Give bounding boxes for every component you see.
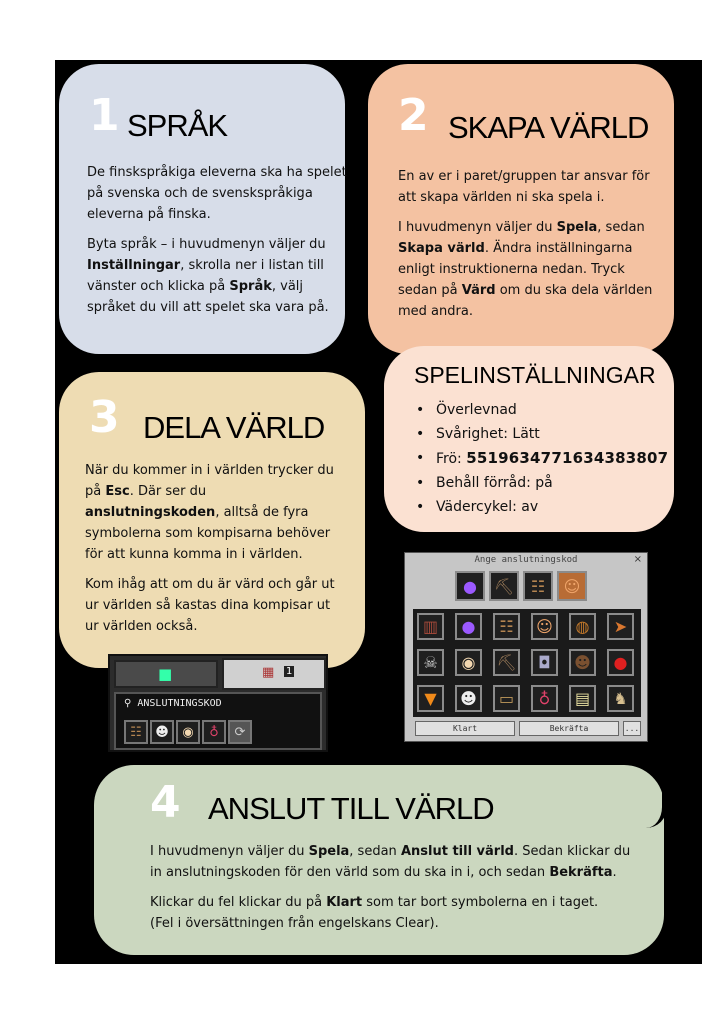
join-paragraph-3: (Fel i översättningen från engelskans Clear). <box>150 916 439 931</box>
join-paragraph-2: Klickar du fel klickar du på Klart som tar bort symbolerna en i taget. <box>150 895 599 910</box>
setting-weather-cycle: • Vädercykel: av <box>414 495 668 519</box>
step-number-4: 4 <box>150 777 181 828</box>
create-paragraph-2: I huvudmenyn väljer du Spela, sedan Skapa värld. Ändra inställningarna enligt instruktionerna nedan. Tryck sedan på Värd om du ska dela världen med andra. <box>398 220 653 319</box>
create-paragraph-1: En av er i paret/gruppen tar ansvar för att skapa världen ni ska spela i. <box>398 169 650 205</box>
selected-balloon-icon: ● <box>455 571 485 601</box>
selected-pickaxe-icon: ⛏ <box>489 571 519 601</box>
map-icon[interactable]: ▤ <box>569 685 596 712</box>
selected-alex-head-icon: ☺ <box>557 571 587 601</box>
carrot-icon[interactable]: ▼ <box>417 685 444 712</box>
refresh-code-icon[interactable]: ⟳ <box>228 720 252 744</box>
bucket-icon[interactable]: ◘ <box>531 649 558 676</box>
world-tab <box>114 660 218 688</box>
share-paragraph-1: När du kommer in i världen trycker du på Esc. Där ser du anslutningskoden, alltså de fyra symbolerna som kompisarna behöver för att kunna komma in i världen. <box>85 463 334 562</box>
player-heads-icon: ▦ <box>262 665 275 680</box>
more-button[interactable]: ... <box>623 721 641 736</box>
join-code-box <box>114 692 322 750</box>
potion-icon[interactable]: ♁ <box>531 685 558 712</box>
title-create-world: SKAPA VÄRLD <box>448 110 649 145</box>
code-ladder-icon: ☷ <box>124 720 148 744</box>
setting-difficulty: • Svårighet: Lätt <box>414 422 668 446</box>
step-number-1: 1 <box>89 90 120 141</box>
globe-icon: ■ <box>158 665 173 683</box>
steve-head-icon[interactable]: ☻ <box>569 649 596 676</box>
fish-icon[interactable]: ➤ <box>607 613 634 640</box>
rabbit-icon[interactable]: ♞ <box>607 685 634 712</box>
card-game-settings <box>384 346 674 532</box>
title-join-world: ANSLUT TILL VÄRLD <box>208 791 494 826</box>
setting-keep-inventory: • Behåll förråd: på <box>414 471 668 495</box>
language-paragraph-2: Byta språk – i huvudmenyn väljer du Inställningar, skrolla ner i listan till vänster och klicka på Språk, välj språket du vill att spelet ska vara på. <box>87 237 329 315</box>
card-join-world <box>94 765 664 955</box>
settings-list <box>414 398 668 519</box>
card-share-world <box>59 372 365 668</box>
code-cake-icon: ◉ <box>176 720 200 744</box>
confirm-button[interactable]: Bekräfta <box>519 721 619 736</box>
close-icon[interactable]: × <box>633 554 642 565</box>
title-language: SPRÅK <box>127 108 228 143</box>
pickaxe-icon[interactable]: ⛏ <box>493 649 520 676</box>
enter-code-dialog <box>404 552 648 742</box>
code-panda-icon: ☻ <box>150 720 174 744</box>
join-code-label: ⚲ ANSLUTNINGSKOD <box>124 698 222 709</box>
balloon-icon[interactable]: ● <box>455 613 482 640</box>
share-paragraph-2: Kom ihåg att om du är värd och går ut ur världen så kastas dina kompisar ut ur världen också. <box>85 577 335 634</box>
dialog-title: Ange anslutningskod <box>474 555 578 565</box>
cookie-icon[interactable]: ◍ <box>569 613 596 640</box>
selected-ladder-icon: ☷ <box>523 571 553 601</box>
join-paragraph-1: I huvudmenyn väljer du Spela, sedan Anslut till värld. Sedan klickar du in anslutningskoden för den värld som du ska in i, och sedan Bekräfta. <box>150 844 631 880</box>
card-language <box>59 64 345 354</box>
code-potion-icon: ♁ <box>202 720 226 744</box>
setting-mode: • Överlevnad <box>414 398 668 422</box>
setting-seed: • Frö: 5519634771634383807 <box>414 446 668 471</box>
player-count-badge: 1 <box>286 666 293 677</box>
language-paragraph-1: De finskspråkiga eleverna ska ha spelet på svenska och de svenskspråkiga eleverna på finska. <box>87 165 347 222</box>
skull-icon[interactable]: ☠ <box>417 649 444 676</box>
card-create-world <box>368 64 674 354</box>
step-number-3: 3 <box>89 392 120 443</box>
step-number-2: 2 <box>398 90 429 141</box>
book-icon[interactable]: ▥ <box>417 613 444 640</box>
apple-icon[interactable]: ● <box>607 649 634 676</box>
ladder-icon[interactable]: ☷ <box>493 613 520 640</box>
panda-icon[interactable]: ☻ <box>455 685 482 712</box>
settings-title: SPELINSTÄLLNINGAR <box>414 362 656 388</box>
share-code-screenshot <box>108 654 328 752</box>
players-tab <box>222 658 326 690</box>
clear-button[interactable]: Klart <box>415 721 515 736</box>
title-share-world: DELA VÄRLD <box>143 410 325 445</box>
alex-head-icon[interactable]: ☺ <box>531 613 558 640</box>
sign-icon[interactable]: ▭ <box>493 685 520 712</box>
cake-icon[interactable]: ◉ <box>455 649 482 676</box>
